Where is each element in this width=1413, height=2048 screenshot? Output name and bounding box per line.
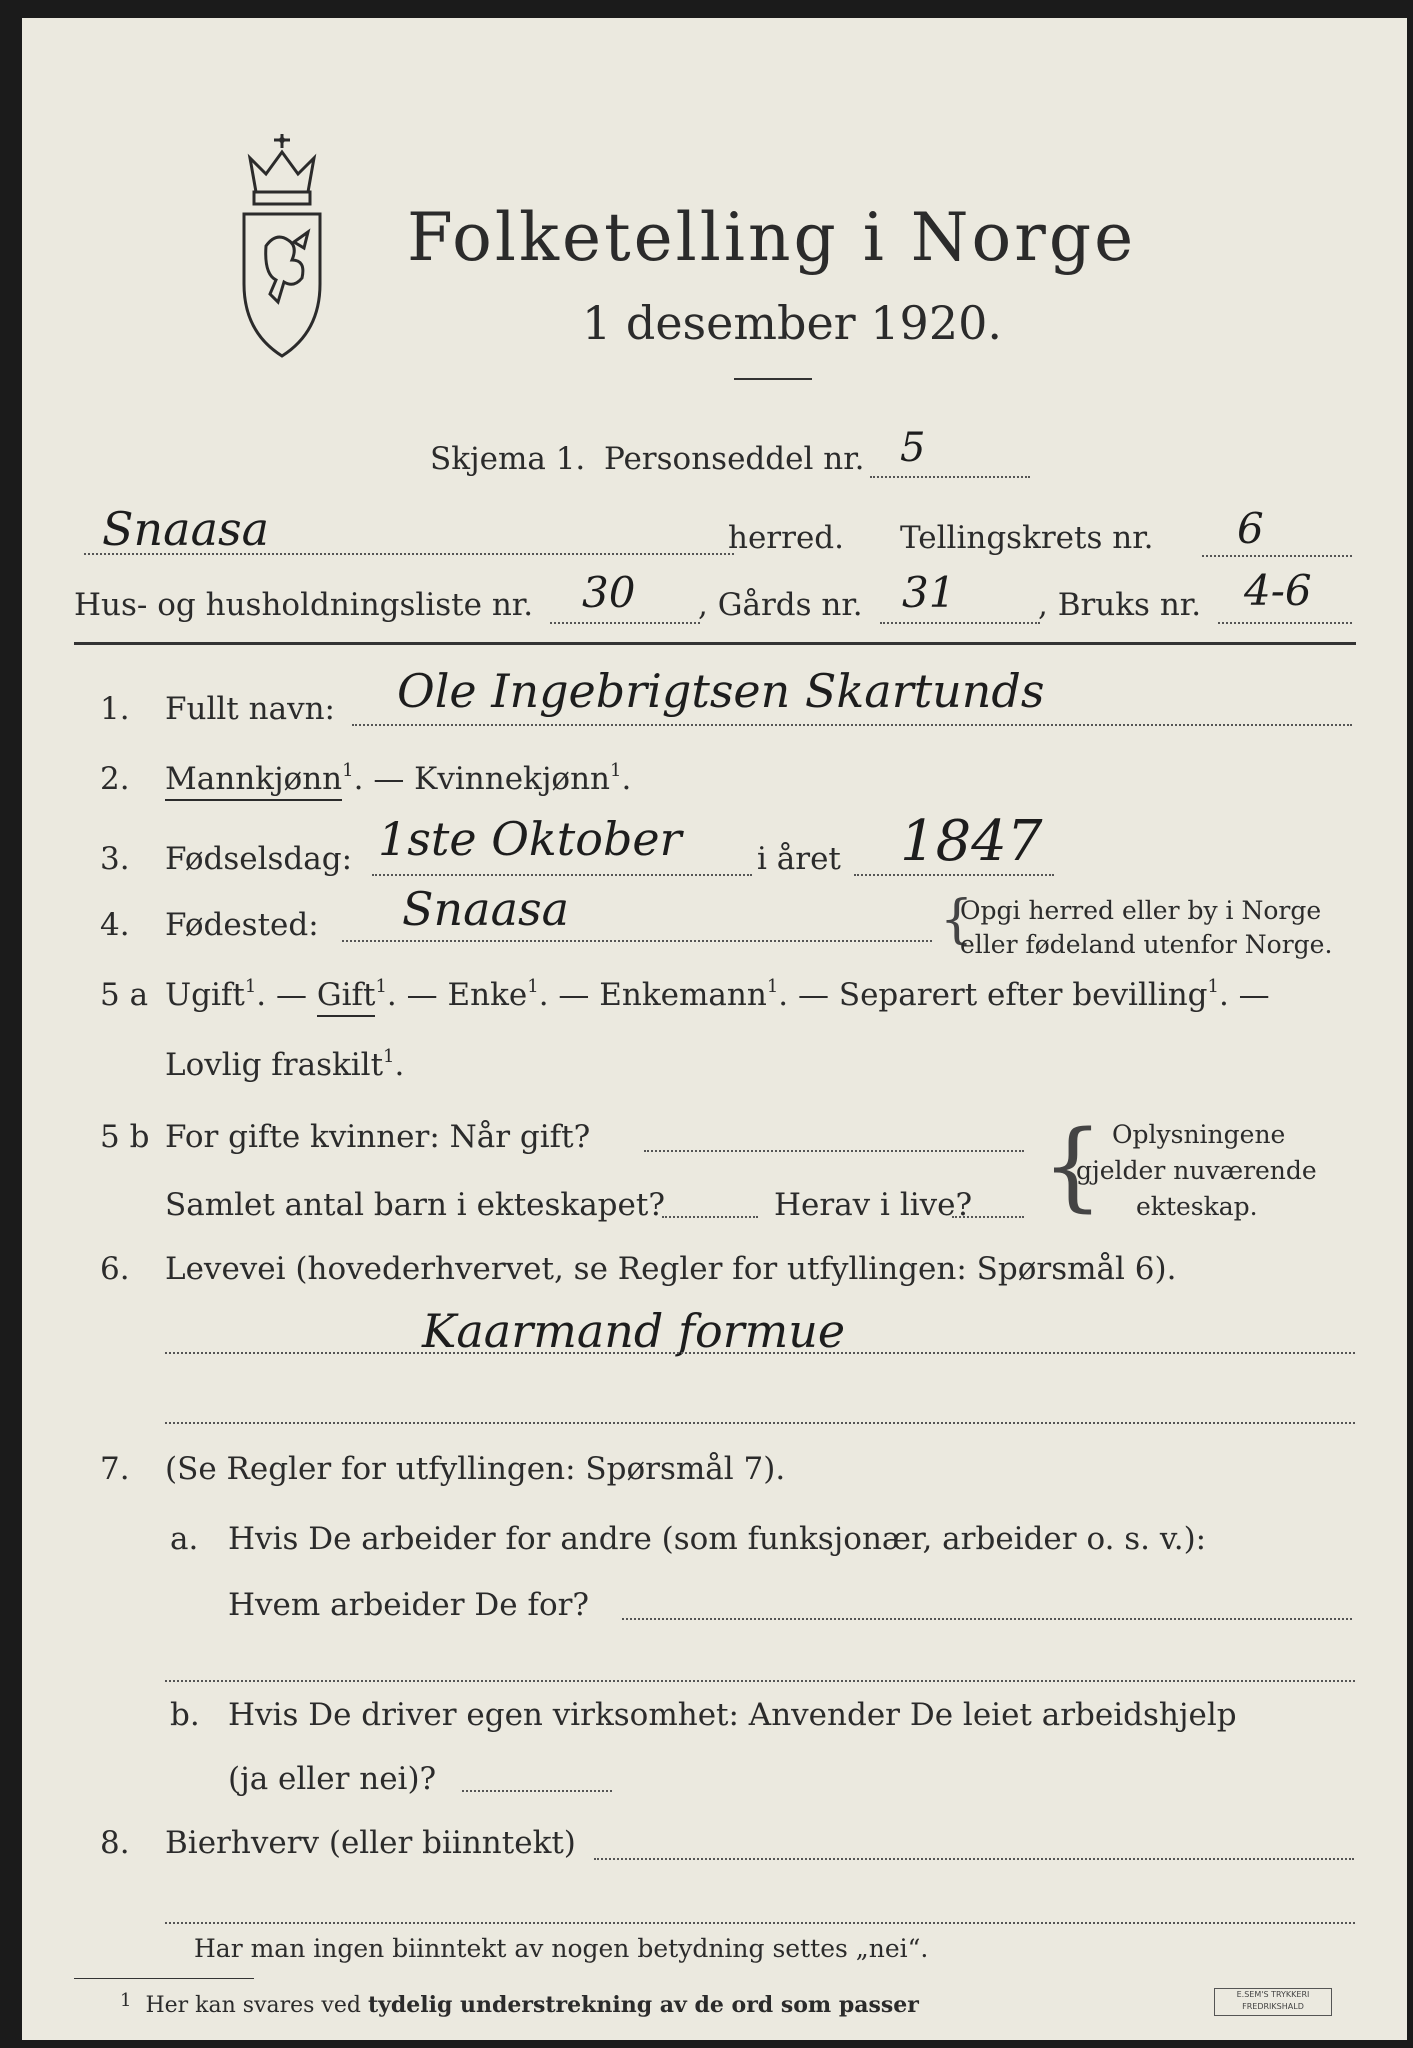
q2-sex-options [165, 760, 632, 797]
q7-number: 7. [100, 1451, 130, 1487]
q7a-line1: Hvis De arbeider for andre (som funksjonær, arbeider o. s. v.): [228, 1521, 1207, 1557]
footnote-text: Her kan svares ved [145, 1993, 368, 2018]
header-rule [74, 642, 1356, 645]
q5a-dash-1: . — [256, 977, 307, 1013]
q6-dotted-line-1 [165, 1352, 1355, 1354]
q7a-dotted-line-2 [165, 1680, 1355, 1682]
q3-year-label: i året [757, 841, 841, 877]
personseddel-dotted-line [870, 476, 1030, 478]
q8-dotted-line-2 [165, 1922, 1355, 1924]
q4-birthplace-value: Snaasa [402, 882, 570, 936]
q1-full-name-value: Ole Ingebrigtsen Skartunds [397, 664, 1045, 718]
q5b-label1: For gifte kvinner: Når gift? [165, 1119, 591, 1155]
q5a-options [165, 976, 1270, 1013]
q3-label: Fødselsdag: [165, 841, 353, 877]
q5b-number: 5 b [100, 1119, 150, 1155]
q2-male-option: Mannkjønn [165, 761, 342, 801]
q4-dotted-line [342, 940, 932, 942]
q5b-label3: Herav i live? [774, 1187, 973, 1223]
gards-label: , Gårds nr. [698, 587, 863, 623]
q5b-note-line1: Oplysningene [1112, 1120, 1286, 1149]
q6-occupation-value: Kaarmand formue [422, 1304, 846, 1358]
q2-female-mark: 1 [610, 760, 622, 781]
q8-label: Bierhverv (eller biinntekt) [165, 1825, 576, 1861]
q7b-dotted-line [462, 1790, 612, 1792]
herred-dotted-line [84, 553, 734, 555]
q5b-alive-dotted-line [952, 1216, 1024, 1218]
bruks-dotted-line [1218, 622, 1352, 624]
herred-value: Snaasa [102, 502, 270, 556]
q5a-ugift: Ugift [165, 977, 245, 1013]
q7b-line1: Hvis De driver egen virksomhet: Anvender De leiet arbeidshjelp [228, 1697, 1237, 1733]
q5a-enke-mark: 1 [527, 976, 539, 997]
biinntekt-note: Har man ingen biinntekt av nogen betydning settes „nei“. [194, 1934, 929, 1963]
q5b-count-dotted-line [662, 1216, 758, 1218]
hus-value: 30 [582, 568, 636, 617]
q5a-gift: Gift [317, 977, 376, 1017]
footnote [120, 1990, 919, 2018]
q3-dotted-line [372, 874, 752, 876]
tellingskrets-value: 6 [1237, 504, 1264, 553]
bruks-label: , Bruks nr. [1038, 587, 1202, 623]
q5a-separert-mark: 1 [1207, 976, 1219, 997]
q5b-note-line2: gjelder nuværende [1076, 1156, 1317, 1185]
personseddel-label: Personseddel nr. [604, 441, 865, 477]
herred-label: herred. [728, 520, 844, 556]
q4-note-line1: Opgi herred eller by i Norge [960, 896, 1322, 925]
q2-female-option: Kvinnekjønn [414, 761, 611, 797]
q7a-letter: a. [170, 1521, 199, 1557]
gards-dotted-line [880, 622, 1040, 624]
q5a-line2: Lovlig fraskilt$^1$. [165, 1046, 405, 1083]
q4-note-line2: eller fødeland utenfor Norge. [960, 930, 1333, 959]
q5a-dash-4: . — [778, 977, 829, 1013]
skjema-label: Skjema 1. [430, 441, 586, 477]
q4-number: 4. [100, 907, 130, 943]
q5a-fraskilt-mark: 1 [383, 1046, 395, 1067]
q1-label: Fullt navn: [165, 691, 335, 727]
q3-birthday-value: 1ste Oktober [378, 812, 682, 866]
q5b-note-line3: ekteskap. [1136, 1192, 1258, 1221]
q3-number: 3. [100, 841, 130, 877]
census-form-page [22, 18, 1407, 2040]
footnote-mark: 1 [120, 1990, 132, 2011]
q5a-number: 5 a [100, 977, 149, 1013]
hus-dotted-line [550, 622, 700, 624]
footnote-rule [74, 1978, 254, 1979]
footnote-bold-text: tydelig understrekning av de ord som passer [367, 1992, 919, 2018]
tellingskrets-label: Tellingskrets nr. [900, 520, 1154, 556]
q7b-letter: b. [170, 1697, 200, 1733]
title-divider [734, 378, 812, 380]
bruks-value: 4-6 [1244, 566, 1312, 615]
q5b-label2: Samlet antal barn i ekteskapet? [165, 1187, 665, 1223]
printer-stamp [1214, 1988, 1332, 2016]
q5a-enkemann-mark: 1 [766, 976, 779, 997]
q8-dotted-line [594, 1858, 1354, 1860]
q5a-dash-2: . — [386, 977, 438, 1013]
tellingskrets-dotted-line [1202, 555, 1352, 557]
q5a-enkemann: Enkemann [599, 977, 767, 1013]
q5a-gift-mark: 1 [375, 976, 387, 997]
q1-dotted-line [352, 724, 1352, 726]
census-date: 1 desember 1920. [582, 296, 1002, 350]
q3-year-value: 1847 [900, 809, 1043, 874]
q5a-enke: Enke [447, 977, 528, 1013]
q2-male-mark: 1 [342, 760, 354, 781]
q7-label: (Se Regler for utfyllingen: Spørsmål 7). [165, 1451, 786, 1487]
q3-year-dotted-line [854, 874, 1054, 876]
form-title: Folketelling i Norge [407, 199, 1137, 276]
q5a-ugift-mark: 1 [244, 976, 257, 997]
q5b-note-brace: { [1042, 1110, 1104, 1222]
q5a-fraskilt: Lovlig fraskilt [165, 1047, 384, 1083]
q4-note-brace: { [940, 890, 974, 950]
q1-number: 1. [100, 691, 130, 727]
q7a-line2: Hvem arbeider De for? [228, 1587, 590, 1623]
q6-label: Levevei (hovederhvervet, se Regler for utfyllingen: Spørsmål 6). [165, 1251, 1177, 1287]
hus-label: Hus- og husholdningsliste nr. [74, 587, 534, 623]
q2-end: . [621, 761, 632, 797]
q5a-dash-5: . — [1218, 977, 1270, 1013]
personseddel-value: 5 [900, 425, 926, 471]
q6-number: 6. [100, 1251, 130, 1287]
q5a-dash-3: . — [538, 977, 590, 1013]
q8-number: 8. [100, 1825, 130, 1861]
q4-label: Fødested: [165, 907, 319, 943]
norwegian-coat-of-arms-icon [234, 130, 330, 360]
q2-number: 2. [100, 761, 130, 797]
q6-dotted-line-2 [165, 1422, 1355, 1424]
q2-separator: . — [353, 761, 415, 797]
q5a-separert: Separert efter bevilling [838, 977, 1208, 1013]
printer-stamp-text: E.SEM'S TRYKKERI FREDRIKSHALD [1236, 1990, 1310, 2011]
gards-value: 31 [902, 568, 956, 617]
q7b-line2: (ja eller nei)? [228, 1761, 437, 1797]
q5b-when-dotted-line [644, 1150, 1024, 1152]
q7a-dotted-line [622, 1618, 1352, 1620]
